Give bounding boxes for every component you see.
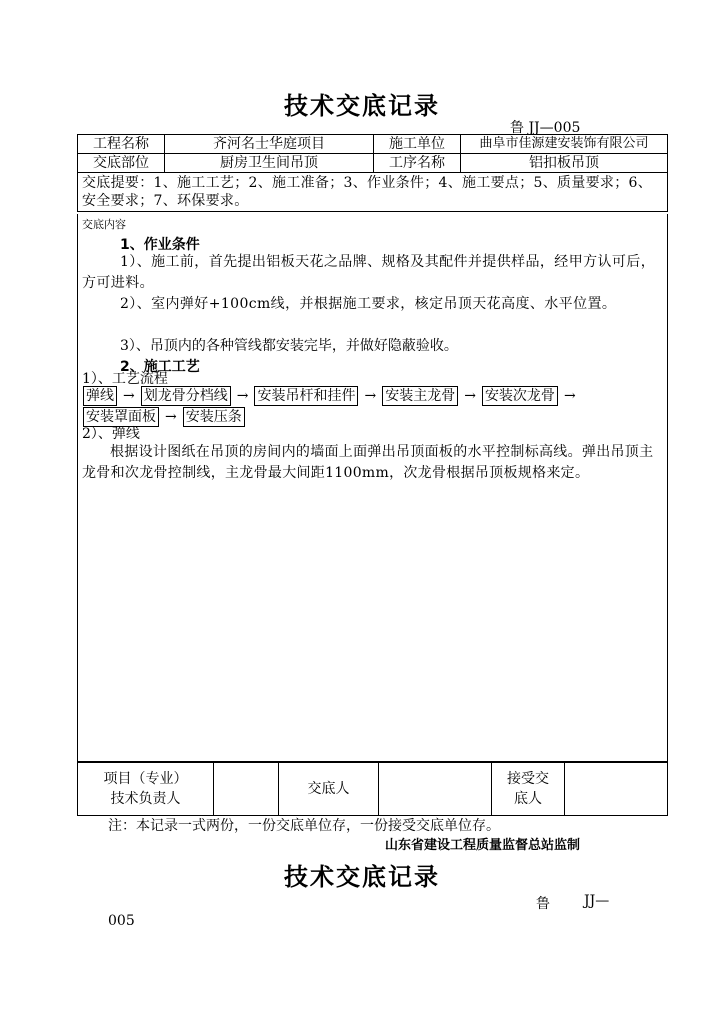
summary-cell: 交底提要：1、施工工艺；2、施工准备；3、作业条件；4、施工要点；5、质量要求；6、安全要求；7、环保要求。	[78, 173, 668, 212]
section-2-para: 根据设计图纸在吊顶的房间内的墙面上面弹出吊顶面板的水平控制标高线。弹出吊顶主龙骨和次龙骨控制线，主龙骨最大间距1100mm，次龙骨根据吊顶板规格来定。	[82, 444, 654, 481]
receiver-label-line-1: 接受交	[507, 771, 549, 787]
page-title: 技术交底记录	[284, 92, 440, 120]
tech-lead-label-line-2: 技术负责人	[110, 791, 181, 807]
supervisor-mark: 山东省建设工程质量监督总站监制	[385, 838, 581, 853]
flow-step: 安装主龙骨	[382, 386, 458, 406]
flow-arrow: →	[123, 388, 135, 404]
construction-unit-label: 施工单位	[374, 135, 461, 154]
flow-arrow: →	[563, 388, 576, 404]
part-value: 厨房卫生间吊顶	[165, 154, 374, 173]
signature-table	[77, 762, 668, 816]
flow-step: 安装次龙骨	[482, 386, 558, 406]
content-area	[77, 214, 668, 762]
project-name-value: 齐河名士华庭项目	[165, 135, 374, 154]
section-1-para-3: 3）、吊顶内的各种管线都安装完毕，并做好隐蔽验收。	[120, 338, 458, 354]
flow-arrow: →	[464, 388, 476, 404]
flow-arrow: →	[236, 388, 249, 404]
content-label: 交底内容	[82, 218, 126, 231]
discloser-label: 交底人	[279, 763, 379, 816]
section-2-sub-1: 1）、工艺流程	[82, 371, 168, 387]
document-code: 鲁 JJ—005	[510, 120, 581, 136]
second-code-a: 鲁	[536, 896, 550, 912]
section-2-heading: 2、施工工艺	[120, 359, 200, 375]
receiver-label-line-2: 底人	[514, 791, 542, 807]
part-label: 交底部位	[78, 154, 165, 173]
tech-lead-label	[78, 763, 214, 816]
flow-step: 安装压条	[183, 407, 245, 427]
flow-step: 安装吊杆和挂件	[254, 386, 358, 406]
flow-step: 划龙骨分档线	[141, 386, 231, 406]
process-value: 铝扣板吊顶	[461, 154, 668, 173]
second-code-b: JJ—	[584, 893, 610, 909]
second-code-c: 005	[108, 913, 135, 929]
section-1-heading: 1、作业条件	[120, 237, 200, 253]
flow-arrow: →	[165, 409, 177, 425]
discloser-signature	[379, 763, 492, 816]
process-label: 工序名称	[374, 154, 461, 173]
tech-lead-signature	[214, 763, 279, 816]
project-name-label: 工程名称	[78, 135, 165, 154]
section-2-sub-2: 2）、弹线	[82, 426, 140, 442]
flow-arrow: →	[364, 388, 377, 404]
flow-step: 安装罩面板	[83, 407, 159, 427]
info-table	[77, 134, 668, 212]
section-1-para-1: 1）、施工前，首先提出铝板天花之品牌、规格及其配件并提供样品，经甲方认可后，方可进料。	[82, 254, 656, 291]
section-1-para-2: 2）、室内弹好+100cm线，并根据施工要求，核定吊顶天花高度、水平位置。	[120, 296, 617, 312]
tech-lead-label-line-1: 项目（专业）	[103, 771, 188, 787]
receiver-label	[492, 763, 565, 816]
note: 注：本记录一式两份，一份交底单位存，一份接受交底单位存。	[108, 818, 500, 834]
second-page-title: 技术交底记录	[284, 863, 440, 891]
flow-step: 弹线	[83, 386, 117, 406]
construction-unit-value: 曲阜市佳源建安装饰有限公司	[461, 135, 668, 154]
receiver-signature	[565, 763, 668, 816]
flow-row-1	[83, 386, 576, 406]
